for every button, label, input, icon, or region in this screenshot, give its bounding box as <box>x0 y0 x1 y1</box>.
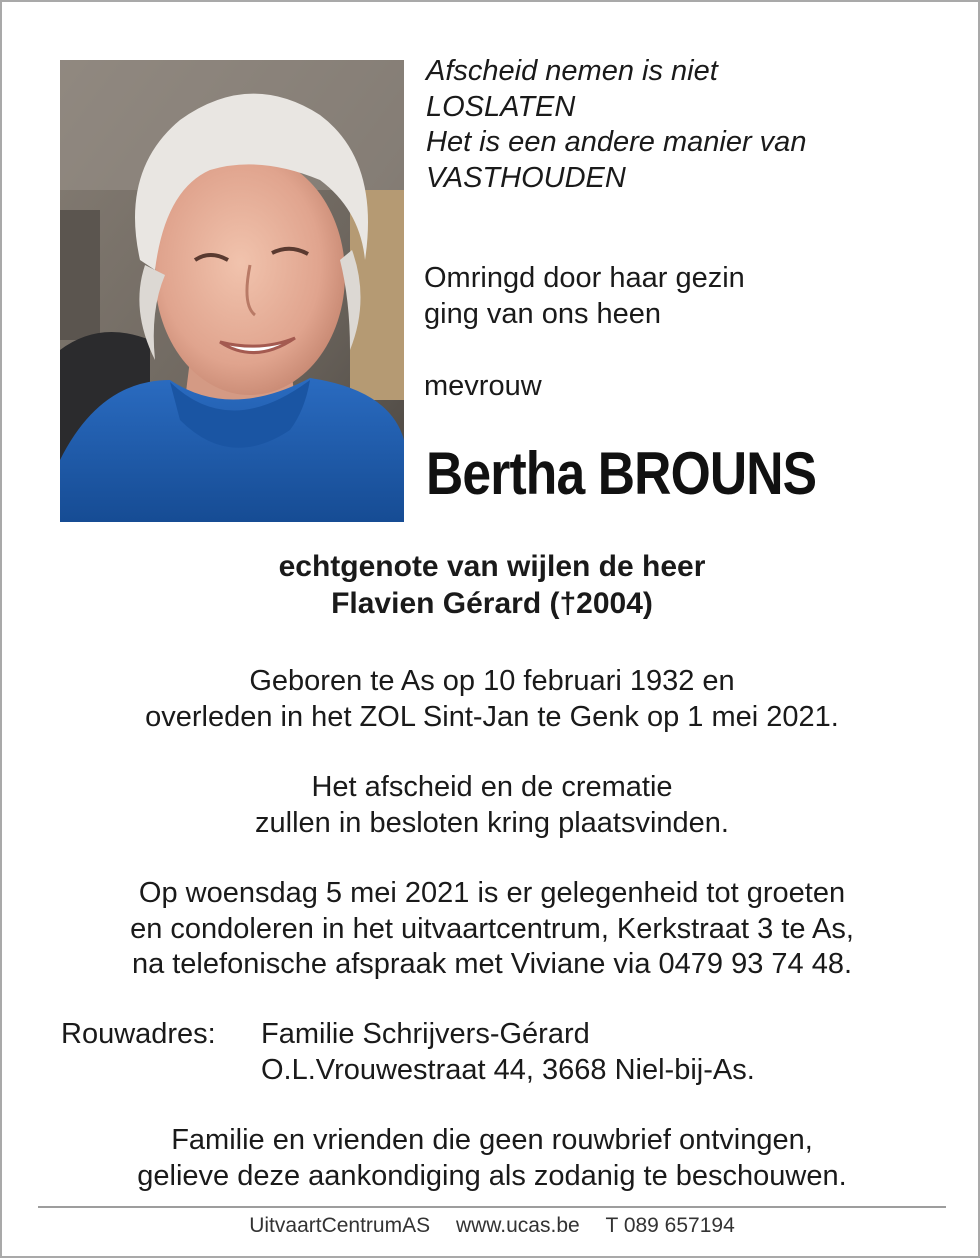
quote-line: LOSLATEN <box>426 90 576 123</box>
quote <box>426 54 806 196</box>
closing-line: Familie en vrienden die geen rouwbrief ontvingen, <box>171 1124 813 1156</box>
footer-phone: T 089 657194 <box>605 1214 735 1237</box>
condolence-info <box>2 876 980 983</box>
footer-divider <box>38 1206 946 1208</box>
rouwadres-line: O.L.Vrouwestraat 44, 3668 Niel-bij-As. <box>261 1053 755 1086</box>
birth-death-line: Geboren te As op 10 februari 1932 en <box>249 665 735 697</box>
birth-death-info <box>2 664 980 735</box>
spouse-line: Flavien Gérard (†2004) <box>331 587 653 620</box>
quote-line: VASTHOUDEN <box>426 161 626 194</box>
ceremony-line: Het afscheid en de crematie <box>311 771 673 803</box>
ceremony-info <box>2 770 980 841</box>
closing-line: gelieve deze aankondiging als zodanig te beschouwen. <box>137 1159 847 1192</box>
rouwadres-line: Familie Schrijvers-Gérard <box>261 1018 590 1050</box>
ceremony-line: zullen in besloten kring plaatsvinden. <box>255 806 729 839</box>
condolence-line: Op woensdag 5 mei 2021 is er gelegenheid tot groeten <box>138 877 846 909</box>
condolence-line: en condoleren in het uitvaartcentrum, Kerkstraat 3 te As, <box>130 912 854 945</box>
rouwadres-label: Rouwadres: <box>61 1018 216 1050</box>
rouwadres-address <box>261 1017 755 1088</box>
condolence-line: na telefonische afspraak met Viviane via 0479 93 74 48. <box>131 948 853 980</box>
portrait-photo <box>60 60 404 522</box>
footer-company: UitvaartCentrumAS <box>249 1214 431 1237</box>
spouse-info <box>2 548 980 622</box>
spouse-line: echtgenote van wijlen de heer <box>278 550 706 583</box>
intro-text <box>424 261 745 332</box>
birth-death-line: overleden in het ZOL Sint-Jan te Genk op 1 mei 2021. <box>145 700 839 733</box>
honorific: mevrouw <box>424 370 542 402</box>
footer-website[interactable]: www.ucas.be <box>455 1214 580 1237</box>
intro-line: ging van ons heen <box>424 297 662 330</box>
intro-line: Omringd door haar gezin <box>424 262 745 294</box>
quote-line: Het is een andere manier van <box>426 126 807 158</box>
quote-line: Afscheid nemen is niet <box>426 55 718 87</box>
deceased-name: Bertha BROUNS <box>426 440 817 507</box>
closing-note <box>2 1123 980 1194</box>
footer <box>2 1212 980 1240</box>
